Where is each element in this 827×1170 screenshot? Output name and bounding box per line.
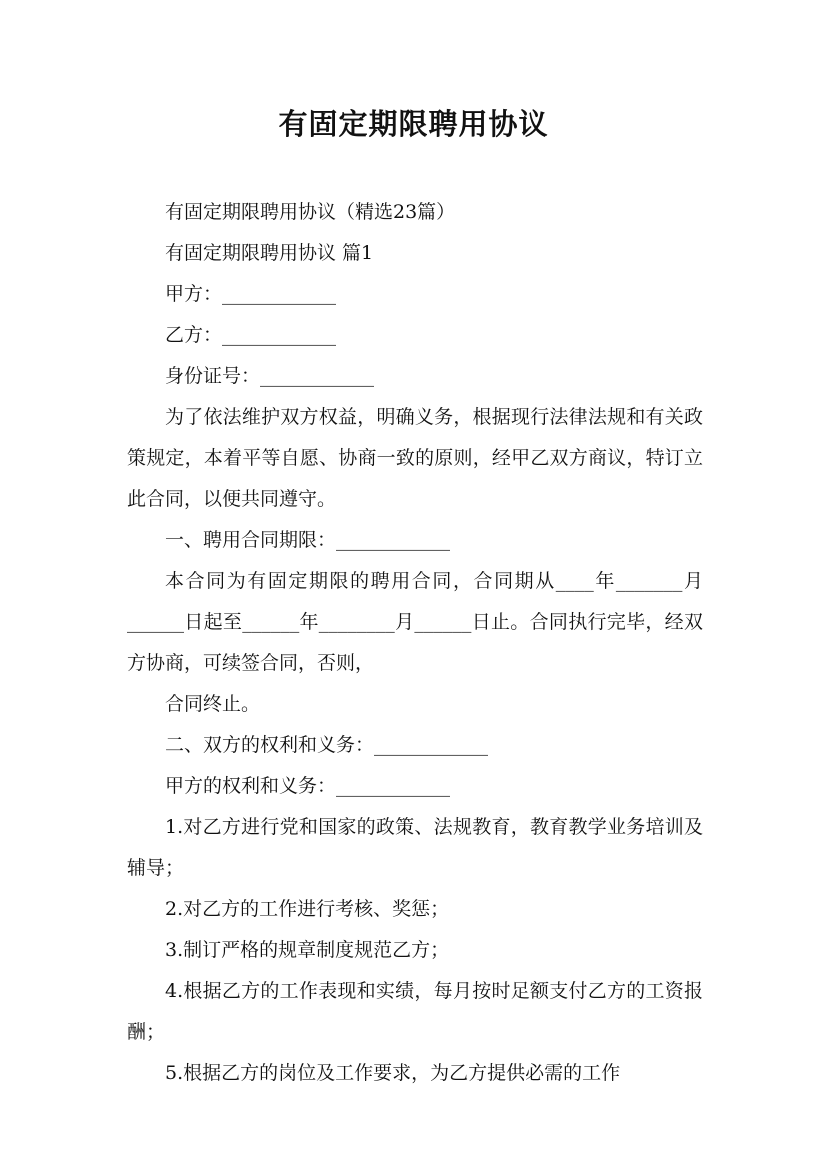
section1-label: 一、聘用合同期限： xyxy=(165,529,337,551)
list-item: 1.对乙方进行党和国家的政策、法规教育，教育教学业务培训及辅导； xyxy=(127,816,703,879)
list-item: 4.根据乙方的工作表现和实绩，每月按时足额支付乙方的工资报酬； xyxy=(127,980,703,1043)
party-a-rights-blank: ____________ xyxy=(336,775,451,797)
subtitle-line: 有固定期限聘用协议（精选23篇） xyxy=(165,201,456,223)
chapter-line: 有固定期限聘用协议 篇1 xyxy=(165,242,374,264)
section1-heading xyxy=(127,520,703,561)
party-b-line xyxy=(127,315,703,356)
section2-blank: ____________ xyxy=(374,734,489,756)
document-title: 有固定期限聘用协议 xyxy=(278,107,549,141)
id-number-blank: ____________ xyxy=(260,365,375,387)
id-number-line xyxy=(127,356,703,397)
party-b-label: 乙方： xyxy=(165,324,223,346)
party-a-line xyxy=(127,274,703,315)
party-a-rights-heading xyxy=(127,766,703,807)
section2-label: 二、双方的权利和义务： xyxy=(165,734,375,756)
term-end-line: 合同终止。 xyxy=(165,693,261,715)
party-a-label: 甲方： xyxy=(165,283,223,305)
term-paragraph: 本合同为有固定期限的聘用合同，合同期从____年_______月______日起至______年________月______日止。合同执行完毕，经双方协商，可续签合同，否则， xyxy=(127,570,703,674)
list-item: 5.根据乙方的岗位及工作要求，为乙方提供必需的工作 xyxy=(165,1062,621,1084)
party-a-rights-label: 甲方的权利和义务： xyxy=(165,775,337,797)
list-item: 3.制订严格的规章制度规范乙方； xyxy=(165,939,450,961)
intro-paragraph: 为了依法维护双方权益，明确义务，根据现行法律法规和有关政策规定，本着平等自愿、协商一致的原则，经甲乙双方商议，特订立此合同，以便共同遵守。 xyxy=(127,406,703,510)
id-number-label: 身份证号： xyxy=(165,365,261,387)
list-item: 2.对乙方的工作进行考核、奖惩； xyxy=(165,898,450,920)
party-a-blank: ____________ xyxy=(222,283,337,305)
document-body xyxy=(127,192,703,1094)
party-b-blank: ____________ xyxy=(222,324,337,346)
section2-heading xyxy=(127,725,703,766)
section1-blank: ____________ xyxy=(336,529,451,551)
